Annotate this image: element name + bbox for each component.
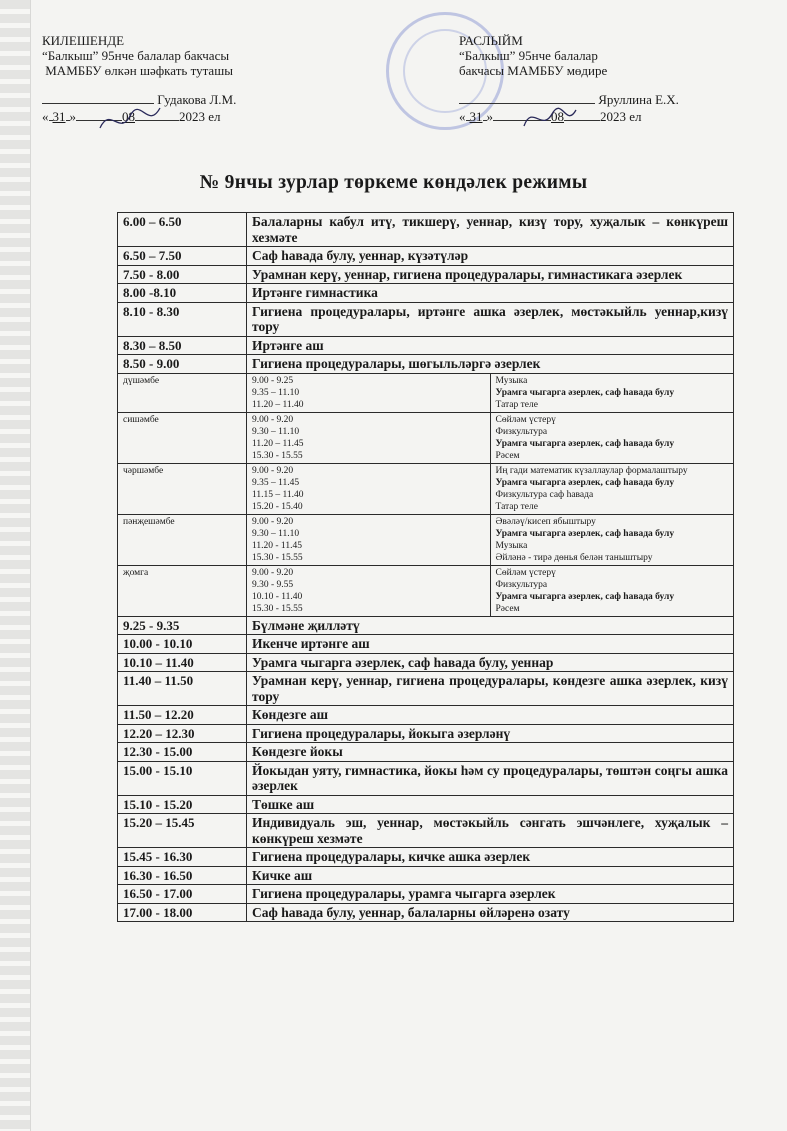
weekday-time: 9.35 – 11.10 <box>252 387 300 398</box>
weekday-time: 9.00 - 9.20 <box>252 414 294 425</box>
time-cell: 10.00 - 10.10 <box>118 635 247 654</box>
weekday-activity: Әвәләү/кисеп ябыштыру <box>495 516 596 527</box>
weekday-row <box>118 514 734 565</box>
weekday-row <box>118 412 734 463</box>
activity-cell: Бүлмәне җилләтү <box>247 616 734 635</box>
schedule-row <box>118 653 734 672</box>
schedule-row <box>118 635 734 654</box>
weekday-row <box>118 565 734 616</box>
time-cell: 15.20 – 15.45 <box>118 814 247 848</box>
activity-cell: Көндезге йокы <box>247 743 734 762</box>
schedule-row <box>118 616 734 635</box>
weekday-row <box>118 463 734 514</box>
schedule-row <box>118 814 734 848</box>
date-day-left: 31 <box>52 109 66 124</box>
activity-cell: Гигиена процедуралары, йокыга әзерләнү <box>247 724 734 743</box>
schedule-row <box>118 213 734 247</box>
weekday-activities-cell <box>490 463 734 514</box>
schedule-row <box>118 247 734 266</box>
weekday-activity: Музыка <box>495 375 528 386</box>
weekday-name: сишәмбе <box>118 412 247 463</box>
activity-cell: Урамнан керү, уеннар, гигиена процедуралары, гимнастикага әзерлек <box>247 265 734 284</box>
activity-cell: Гигиена процедуралары, иртәнге ашка әзерлек, мөстәкыйль уеннар,кизү тору <box>247 302 734 336</box>
org-line-right-2: бакчасы МАМББУ мөдире <box>459 63 608 78</box>
org-line-left-2: МАМББУ өлкән шәфкать туташы <box>42 63 233 78</box>
time-cell: 12.30 - 15.00 <box>118 743 247 762</box>
org-line-right-1: “Балкыш” 95нче балалар <box>459 48 598 63</box>
schedule-row <box>118 706 734 725</box>
weekday-time: 11.15 – 11.40 <box>252 489 304 500</box>
weekday-time: 11.20 – 11.40 <box>252 399 304 410</box>
weekday-activity: Иң гади математик күзаллаулар формалаштыру <box>495 465 688 476</box>
weekday-name: пәнҗешәмбе <box>118 514 247 565</box>
page-title: № 9нчы зурлар төркеме көндәлек режимы <box>199 172 588 193</box>
weekday-activities-cell <box>490 373 734 412</box>
weekday-time: 11.20 – 11.45 <box>252 438 304 449</box>
approval-label-right: РАСЛЫЙМ <box>459 33 523 48</box>
page-binding-edge <box>0 0 31 1131</box>
weekday-activity: Урамга чыгарга әзерлек, саф һавада булу <box>495 387 675 398</box>
schedule-body <box>118 213 734 922</box>
date-month-left: 08 <box>122 109 135 124</box>
approval-label-left: КИЛЕШЕНДЕ <box>42 33 125 48</box>
time-cell: 11.40 – 11.50 <box>118 672 247 706</box>
weekday-time: 9.35 – 11.45 <box>252 477 300 488</box>
weekday-activity: Рәсем <box>495 603 520 614</box>
weekday-activity: Музыка <box>495 540 528 551</box>
schedule-row <box>118 355 734 374</box>
time-cell: 15.00 - 15.10 <box>118 761 247 795</box>
weekday-time: 15.30 - 15.55 <box>252 552 303 563</box>
weekday-time: 9.30 – 11.10 <box>252 528 300 539</box>
weekday-row <box>118 373 734 412</box>
schedule-row <box>118 848 734 867</box>
time-cell: 15.45 - 16.30 <box>118 848 247 867</box>
weekday-activity: Сөйләм үстерү <box>495 567 556 578</box>
schedule-row <box>118 284 734 303</box>
weekday-activity: Урамга чыгарга әзерлек, саф һавада булу <box>495 477 675 488</box>
schedule-table <box>117 212 734 922</box>
weekday-time: 15.30 - 15.55 <box>252 603 303 614</box>
weekday-activity: Рәсем <box>495 450 520 461</box>
schedule-row <box>118 724 734 743</box>
time-cell: 8.50 - 9.00 <box>118 355 247 374</box>
date-line-right: « 31 » 08 2023 ел <box>459 109 642 124</box>
weekday-time: 9.30 - 9.55 <box>252 579 294 590</box>
schedule-row <box>118 795 734 814</box>
weekday-time: 9.00 - 9.25 <box>252 375 294 386</box>
time-cell: 8.30 – 8.50 <box>118 336 247 355</box>
time-cell: 6.50 – 7.50 <box>118 247 247 266</box>
weekday-activity: Урамга чыгарга әзерлек, саф һавада булу <box>495 591 675 602</box>
weekday-activity: Әйләнә - тирә дөнья белән таныштыру <box>495 552 653 563</box>
activity-cell: Иртәнге гимнастика <box>247 284 734 303</box>
weekday-time: 10.10 - 11.40 <box>252 591 303 602</box>
time-cell: 17.00 - 18.00 <box>118 903 247 922</box>
weekday-times-cell <box>247 463 491 514</box>
time-cell: 8.00 -8.10 <box>118 284 247 303</box>
activity-cell: Көндезге аш <box>247 706 734 725</box>
schedule-row <box>118 903 734 922</box>
activity-cell: Иртәнге аш <box>247 336 734 355</box>
activity-cell: Балаларны кабул итү, тикшерү, уеннар, кизү тору, хуҗалык – көнкүреш хезмәте <box>247 213 734 247</box>
time-cell: 16.50 - 17.00 <box>118 885 247 904</box>
activity-cell: Икенче иртәнге аш <box>247 635 734 654</box>
time-cell: 9.25 - 9.35 <box>118 616 247 635</box>
activity-cell: Төшке аш <box>247 795 734 814</box>
time-cell: 10.10 – 11.40 <box>118 653 247 672</box>
weekday-times-cell <box>247 565 491 616</box>
org-line-left-1: “Балкыш” 95нче балалар бакчасы <box>42 48 230 63</box>
weekday-time: 15.30 - 15.55 <box>252 450 303 461</box>
signature-left <box>96 100 166 140</box>
weekday-time: 9.00 - 9.20 <box>252 567 294 578</box>
date-day-right: 31 <box>469 109 483 124</box>
weekday-activity: Татар теле <box>495 501 538 512</box>
signature-right <box>520 100 580 136</box>
activity-cell: Кичке аш <box>247 866 734 885</box>
time-cell: 6.00 – 6.50 <box>118 213 247 247</box>
date-year-right: 2023 ел <box>600 109 642 124</box>
weekday-activity: Сөйләм үстерү <box>495 414 556 425</box>
weekday-name: чәршәмбе <box>118 463 247 514</box>
weekday-time: 9.00 - 9.20 <box>252 465 294 476</box>
weekday-name: дүшәмбе <box>118 373 247 412</box>
weekday-times-cell <box>247 412 491 463</box>
weekday-time: 9.30 – 11.10 <box>252 426 300 437</box>
weekday-name: җомга <box>118 565 247 616</box>
weekday-time: 11.20 - 11.45 <box>252 540 302 551</box>
activity-cell: Индивидуаль эш, уеннар, мөстәкыйль сәнгать эшчәнлеге, хуҗалык – көнкүреш хезмәте <box>247 814 734 848</box>
activity-cell: Гигиена процедуралары, шөгыльләргә әзерлек <box>247 355 734 374</box>
time-cell: 16.30 - 16.50 <box>118 866 247 885</box>
weekday-activity: Физкультура саф һавада <box>495 489 594 500</box>
weekday-activity: Урамга чыгарга әзерлек, саф һавада булу <box>495 438 675 449</box>
schedule-row <box>118 672 734 706</box>
date-year-left: 2023 ел <box>179 109 221 124</box>
date-month-right: 08 <box>551 109 564 124</box>
schedule-row <box>118 866 734 885</box>
schedule-row <box>118 761 734 795</box>
activity-cell: Саф һавада булу, уеннар, балаларны өйләренә озату <box>247 903 734 922</box>
time-cell: 15.10 - 15.20 <box>118 795 247 814</box>
schedule-row <box>118 885 734 904</box>
schedule-row <box>118 265 734 284</box>
time-cell: 12.20 – 12.30 <box>118 724 247 743</box>
weekday-time: 15.20 - 15.40 <box>252 501 303 512</box>
weekday-time: 9.00 - 9.20 <box>252 516 294 527</box>
activity-cell: Гигиена процедуралары, урамга чыгарга әзерлек <box>247 885 734 904</box>
weekday-activity: Физкультура <box>495 426 548 437</box>
signer-name-left: Гудакова Л.М. <box>157 92 237 107</box>
weekday-activities-cell <box>490 565 734 616</box>
activity-cell: Йокыдан уяту, гимнастика, йокы һәм су процедуралары, төштән соңгы ашка әзерлек <box>247 761 734 795</box>
weekday-activity: Татар теле <box>495 399 538 410</box>
weekday-times-cell <box>247 514 491 565</box>
activity-cell: Урамга чыгарга әзерлек, саф һавада булу, уеннар <box>247 653 734 672</box>
signer-name-right: Яруллина Е.Х. <box>598 92 679 107</box>
schedule-row <box>118 302 734 336</box>
schedule-row <box>118 336 734 355</box>
weekday-times-cell <box>247 373 491 412</box>
activity-cell: Урамнан керү, уеннар, гигиена процедуралары, көндезге ашка әзерлек, кизү тору <box>247 672 734 706</box>
activity-cell: Саф һавада булу, уеннар, күзәтүләр <box>247 247 734 266</box>
weekday-activities-cell <box>490 514 734 565</box>
weekday-activities-cell <box>490 412 734 463</box>
weekday-activity: Физкультура <box>495 579 548 590</box>
time-cell: 8.10 - 8.30 <box>118 302 247 336</box>
time-cell: 11.50 – 12.20 <box>118 706 247 725</box>
time-cell: 7.50 - 8.00 <box>118 265 247 284</box>
activity-cell: Гигиена процедуралары, кичке ашка әзерлек <box>247 848 734 867</box>
weekday-activity: Урамга чыгарга әзерлек, саф һавада булу <box>495 528 675 539</box>
date-line-left: « 31 » 08 2023 ел <box>42 109 221 124</box>
schedule-row <box>118 743 734 762</box>
